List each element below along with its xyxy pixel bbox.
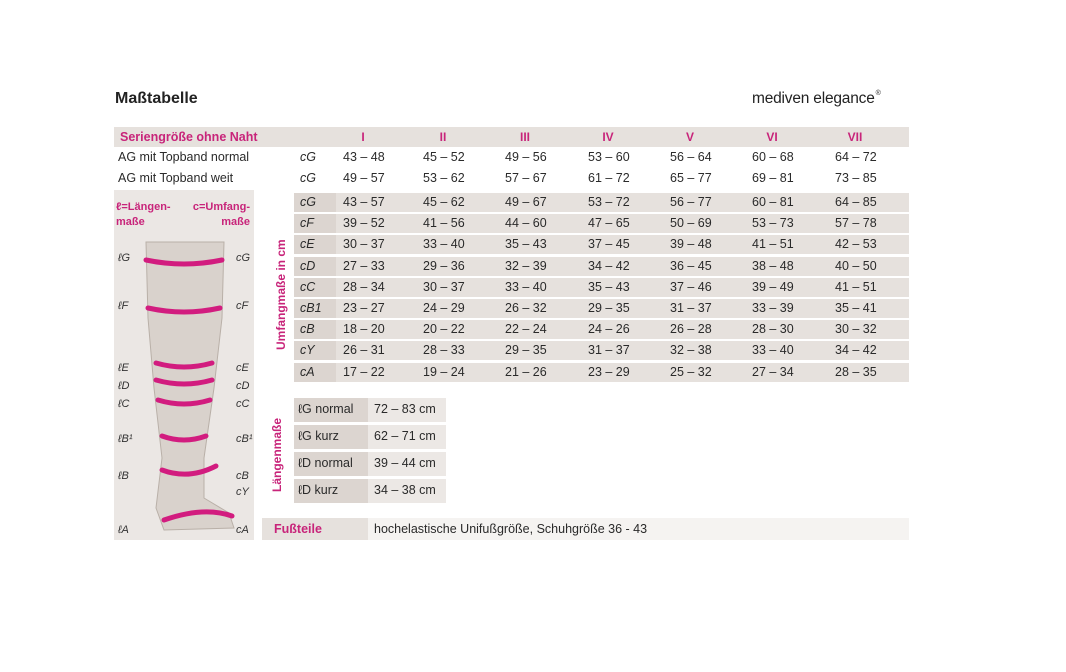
table-cell: 30 – 37 [423,279,465,294]
ag-row-code: cG [300,171,316,185]
leg-right-label: cB¹ [236,433,253,445]
series-size-label: Seriengröße ohne Naht [120,130,258,144]
circumference-code: cB1 [300,301,322,315]
table-cell: 42 – 53 [835,237,877,252]
table-cell: 23 – 29 [588,364,630,379]
table-cell: 47 – 65 [588,216,630,231]
table-cell: 33 – 40 [505,279,547,294]
length-key: ℓ=Längen- maße [116,201,171,228]
table-cell: 17 – 22 [343,364,385,379]
table-cell: 26 – 31 [343,343,385,358]
leg-left-label: ℓB¹ [118,433,133,445]
circumference-code: cG [300,195,316,209]
circumference-code: cF [300,216,314,231]
length-section-label: Längenmaße [270,417,284,492]
page-title: Maßtabelle [115,90,198,107]
table-cell: 36 – 45 [670,258,712,273]
table-cell: 27 – 34 [752,364,794,379]
length-label: ℓG normal [298,402,354,416]
table-cell: 60 – 81 [752,195,794,209]
leg-right-label: cB [236,470,249,482]
table-cell: 45 – 62 [423,195,465,209]
leg-right-label: cY [236,486,249,498]
brand-logo [752,90,881,108]
table-cell: 61 – 72 [588,171,630,185]
table-cell: 43 – 48 [343,150,385,164]
table-cell: 21 – 26 [505,364,547,379]
table-cell: 35 – 43 [505,237,547,252]
table-cell: 34 – 42 [588,258,630,273]
foot-label: Fußteile [274,522,322,536]
table-cell: 28 – 34 [343,279,385,294]
table-cell: 39 – 52 [343,216,385,231]
table-cell: 26 – 28 [670,322,712,337]
table-cell: 23 – 27 [343,301,385,315]
table-cell: 32 – 39 [505,258,547,273]
table-cell: 33 – 40 [752,343,794,358]
table-cell: 44 – 60 [505,216,547,231]
leg-diagram [114,190,254,540]
table-cell: 60 – 68 [752,150,794,164]
table-cell: 27 – 33 [343,258,385,273]
table-cell: 49 – 67 [505,195,547,209]
table-cell: 29 – 35 [588,301,630,315]
table-cell: 22 – 24 [505,322,547,337]
table-cell: 73 – 85 [835,171,877,185]
table-cell: 19 – 24 [423,364,465,379]
table-cell: 64 – 85 [835,195,877,209]
table-cell: 39 – 48 [670,237,712,252]
table-cell: 35 – 43 [588,279,630,294]
table-cell: 33 – 40 [423,237,465,252]
leg-illustration [134,238,244,538]
table-cell: 57 – 67 [505,171,547,185]
table-cell: 18 – 20 [343,322,385,337]
length-value: 72 – 83 cm [374,402,436,416]
table-cell: 35 – 41 [835,301,877,315]
circumference-key: c=Umfang- maße [192,201,250,228]
table-cell: 39 – 49 [752,279,794,294]
table-cell: 38 – 48 [752,258,794,273]
leg-right-label: cC [236,398,250,410]
table-cell: 49 – 57 [343,171,385,185]
table-cell: 30 – 37 [343,237,385,252]
table-cell: 32 – 38 [670,343,712,358]
leg-left-label: ℓB [118,470,129,482]
table-cell: 34 – 42 [835,343,877,358]
table-cell: 41 – 56 [423,216,465,231]
leg-right-label: cG [236,252,251,264]
size-header: II [439,130,447,144]
size-header: V [685,130,694,144]
table-cell: 29 – 36 [423,258,465,273]
table-cell: 53 – 62 [423,171,465,185]
circumference-code: cD [300,258,316,273]
table-cell: 37 – 45 [588,237,630,252]
length-label: ℓD kurz [298,483,339,497]
length-value: 62 – 71 cm [374,429,436,443]
table-cell: 24 – 26 [588,322,630,337]
table-cell: 41 – 51 [752,237,794,252]
size-header: III [519,130,530,144]
ag-row-label: AG mit Topband weit [118,171,234,185]
table-cell: 24 – 29 [423,301,465,315]
table-cell: 53 – 72 [588,195,630,209]
leg-right-label: cD [236,380,250,392]
size-header: VI [766,130,778,144]
ag-row-code: cG [300,150,316,164]
table-cell: 45 – 52 [423,150,465,164]
table-cell: 56 – 77 [670,195,712,209]
table-cell: 65 – 77 [670,171,712,185]
leg-left-label: ℓA [118,524,129,536]
leg-left-label: ℓC [118,398,130,410]
size-header: I [361,130,365,144]
table-cell: 43 – 57 [343,195,385,209]
table-cell: 28 – 33 [423,343,465,358]
leg-left-label: ℓF [118,300,129,312]
table-cell: 69 – 81 [752,171,794,185]
leg-right-label: cA [236,524,249,536]
table-cell: 25 – 32 [670,364,712,379]
table-cell: 57 – 78 [835,216,877,231]
length-label: ℓD normal [298,456,353,470]
length-value: 34 – 38 cm [374,483,436,497]
table-cell: 50 – 69 [670,216,712,231]
table-cell: 37 – 46 [670,279,712,294]
leg-right-label: cF [236,300,249,312]
circumference-code: cE [300,237,315,252]
table-cell: 64 – 72 [835,150,877,164]
table-cell: 40 – 50 [835,258,877,273]
circumference-code: cA [300,364,315,379]
table-cell: 33 – 39 [752,301,794,315]
brand-name: mediven elegance [752,90,875,107]
ag-row-label: AG mit Topband normal [118,150,250,164]
table-cell: 53 – 60 [588,150,630,164]
leg-left-label: ℓE [118,362,129,374]
circumference-code: cB [300,322,315,337]
length-label: ℓG kurz [298,429,339,443]
circumference-code: cC [300,279,316,294]
size-header: IV [602,130,614,144]
table-cell: 53 – 73 [752,216,794,231]
table-cell: 49 – 56 [505,150,547,164]
table-cell: 41 – 51 [835,279,877,294]
size-header: VII [847,130,863,144]
table-cell: 28 – 30 [752,322,794,337]
leg-right-label: cE [236,362,249,374]
table-cell: 26 – 32 [505,301,547,315]
table-cell: 30 – 32 [835,322,877,337]
leg-left-label: ℓG [118,252,131,264]
leg-left-label: ℓD [118,380,130,392]
table-cell: 56 – 64 [670,150,712,164]
circumference-section-label: Umfangmaße in cm [274,239,288,350]
table-cell: 20 – 22 [423,322,465,337]
table-cell: 31 – 37 [588,343,630,358]
table-cell: 28 – 35 [835,364,877,379]
circumference-code: cY [300,343,315,358]
table-cell: 31 – 37 [670,301,712,315]
registered-mark: ® [875,90,881,97]
table-cell: 29 – 35 [505,343,547,358]
length-value: 39 – 44 cm [374,456,436,470]
foot-value: hochelastische Unifußgröße, Schuhgröße 36 - 43 [374,522,648,536]
